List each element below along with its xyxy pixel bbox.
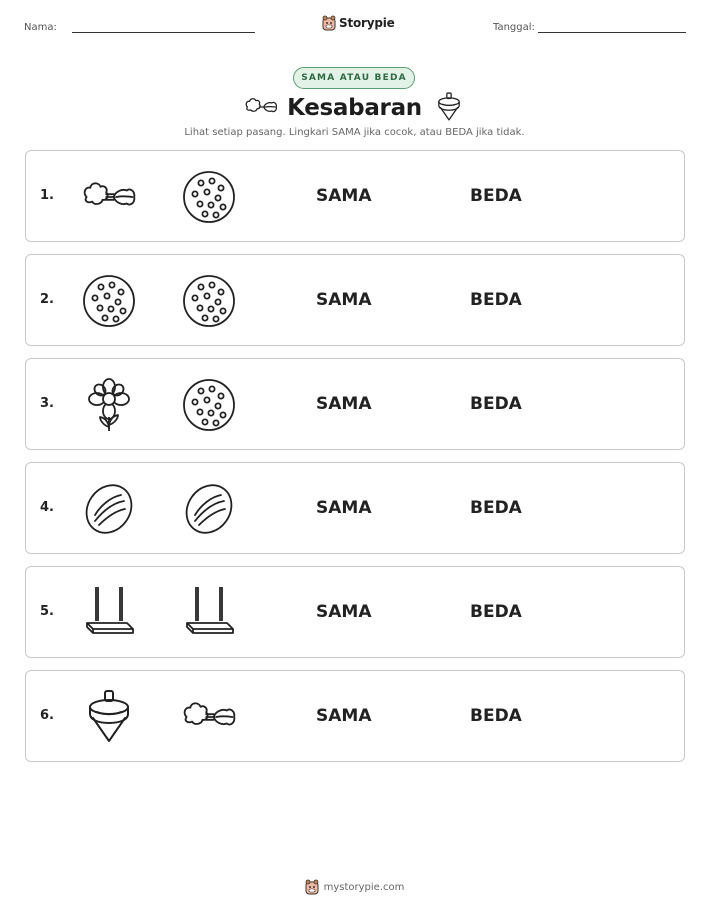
breath-icon: [244, 94, 278, 120]
different-option[interactable]: BEDA: [470, 394, 522, 414]
instructions-text: Lihat setiap pasang. Lingkari SAMA jika cocok, atau BEDA jika tidak.: [184, 127, 525, 138]
question-row: [25, 254, 685, 346]
question-row: [25, 462, 685, 554]
stone-icon: [81, 481, 137, 537]
name-line[interactable]: [72, 32, 255, 33]
brand-logo: [322, 15, 395, 31]
different-option[interactable]: BEDA: [470, 290, 522, 310]
swing-icon: [181, 585, 237, 641]
date-line[interactable]: [538, 32, 686, 33]
spinning-top-icon: [436, 92, 462, 122]
date-label: Tanggal:: [493, 22, 535, 33]
stone-icon: [181, 481, 237, 537]
same-option[interactable]: SAMA: [316, 706, 372, 726]
worksheet-header: [0, 14, 709, 44]
storypie-mascot-icon: [322, 15, 336, 31]
question-number: 5.: [40, 604, 54, 619]
breath-icon: [81, 169, 137, 225]
question-number: 2.: [40, 292, 54, 307]
different-option[interactable]: BEDA: [470, 706, 522, 726]
cookie-icon: [81, 273, 137, 329]
activity-badge-label: SAMA ATAU BEDA: [301, 73, 407, 83]
question-row: [25, 566, 685, 658]
same-option[interactable]: SAMA: [316, 602, 372, 622]
same-option[interactable]: SAMA: [316, 394, 372, 414]
question-row: [25, 150, 685, 242]
question-list: [25, 150, 685, 774]
brand-name: Storypie: [339, 16, 395, 30]
different-option[interactable]: BEDA: [470, 498, 522, 518]
spinning-top-icon: [81, 689, 137, 745]
question-number: 6.: [40, 708, 54, 723]
same-option[interactable]: SAMA: [316, 498, 372, 518]
different-option[interactable]: BEDA: [470, 186, 522, 206]
question-number: 3.: [40, 396, 54, 411]
same-option[interactable]: SAMA: [316, 186, 372, 206]
footer: [0, 879, 709, 895]
title-text: Kesabaran: [287, 95, 422, 121]
question-row: [25, 670, 685, 762]
different-option[interactable]: BEDA: [470, 602, 522, 622]
activity-badge: [293, 67, 415, 89]
breath-icon: [181, 689, 237, 745]
question-number: 1.: [40, 188, 54, 203]
cookie-icon: [181, 273, 237, 329]
storypie-mascot-icon: [305, 879, 319, 895]
question-number: 4.: [40, 500, 54, 515]
question-row: [25, 358, 685, 450]
cookie-icon: [181, 377, 237, 433]
worksheet-title: [0, 92, 709, 124]
same-option[interactable]: SAMA: [316, 290, 372, 310]
cookie-icon: [181, 169, 237, 225]
name-label: Nama:: [24, 22, 57, 33]
flower-icon: [81, 377, 137, 433]
swing-icon: [81, 585, 137, 641]
footer-website: mystorypie.com: [323, 881, 405, 893]
